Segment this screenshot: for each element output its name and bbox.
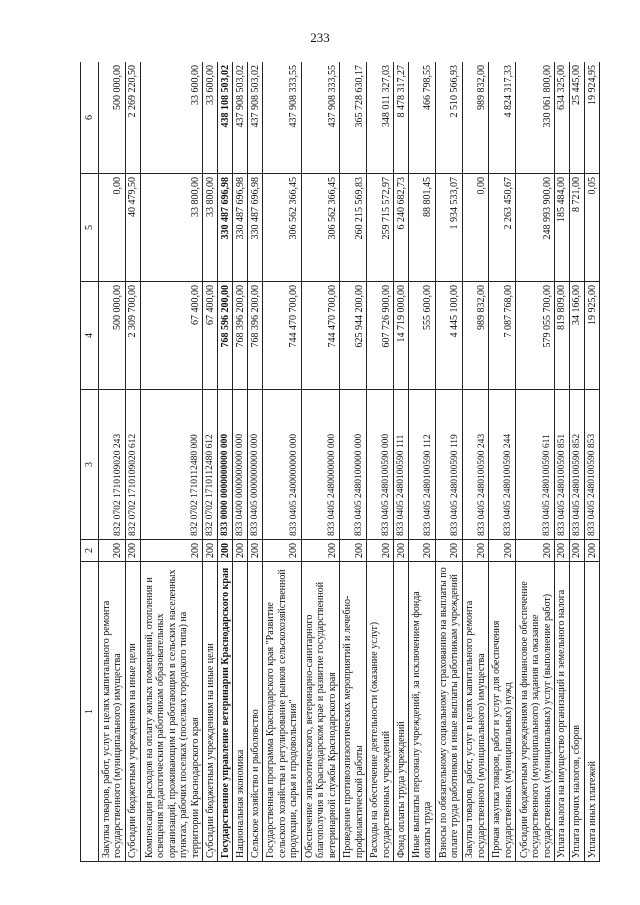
cell-v5: 33 800,00 bbox=[203, 174, 218, 282]
rotated-table-area bbox=[80, 62, 600, 862]
cell-name: Субсидии бюджетным учреждениям на иные цели bbox=[203, 562, 218, 862]
cell-admin: 200 bbox=[394, 540, 409, 562]
cell-v6: 437 908 333,55 bbox=[301, 62, 340, 174]
table-row bbox=[394, 62, 409, 862]
table-body bbox=[99, 62, 600, 862]
cell-admin: 200 bbox=[218, 540, 233, 562]
cell-admin: 200 bbox=[409, 540, 436, 562]
budget-table bbox=[80, 62, 600, 862]
cell-code: 833 0405 2480100000 000 bbox=[340, 390, 367, 540]
cell-v5: 0,05 bbox=[584, 174, 599, 282]
cell-v4: 555 600,00 bbox=[409, 282, 436, 390]
cell-name: Сельское хозяйство и рыболовство bbox=[248, 562, 263, 862]
header-row bbox=[81, 62, 99, 862]
cell-name: Закупка товаров, работ, услуг в целях капитального ремонта государственного (муниципального) имущества bbox=[99, 562, 126, 862]
cell-name: Субсидии бюджетным учреждениям на финансовое обеспечение государственного (муниципального) задания на оказание государственных (муниципальных) услуг (выполнение работ) bbox=[516, 562, 555, 862]
cell-v4: 768 396 200,00 bbox=[233, 282, 248, 390]
cell-v4: 67 400,00 bbox=[140, 282, 202, 390]
table-row bbox=[462, 62, 489, 862]
cell-v5: 306 562 366,45 bbox=[263, 174, 302, 282]
cell-code: 833 0405 2480100590 853 bbox=[584, 390, 599, 540]
cell-name: Уплата прочих налогов, сборов bbox=[569, 562, 584, 862]
header-cell: 1 bbox=[81, 562, 99, 862]
cell-v5: 330 487 696,98 bbox=[248, 174, 263, 282]
table-row bbox=[435, 62, 462, 862]
cell-code: 833 0000 0000000000 000 bbox=[218, 390, 233, 540]
cell-v5: 8 721,00 bbox=[569, 174, 584, 282]
cell-admin: 200 bbox=[140, 540, 202, 562]
page-number: 233 bbox=[310, 30, 330, 45]
cell-v4: 768 396 200,00 bbox=[248, 282, 263, 390]
cell-admin: 200 bbox=[584, 540, 599, 562]
cell-code: 832 0702 1710112480 612 bbox=[203, 390, 218, 540]
cell-v6: 4 824 317,33 bbox=[489, 62, 516, 174]
cell-admin: 200 bbox=[301, 540, 340, 562]
cell-v6: 8 478 317,27 bbox=[394, 62, 409, 174]
header-cell: 6 bbox=[81, 62, 99, 174]
header-cell: 2 bbox=[81, 540, 99, 562]
cell-v5: 306 562 366,45 bbox=[301, 174, 340, 282]
cell-v5: 330 487 696,98 bbox=[218, 174, 233, 282]
table-row bbox=[584, 62, 599, 862]
cell-v6: 348 011 327,03 bbox=[367, 62, 394, 174]
table-row bbox=[248, 62, 263, 862]
cell-v6: 437 908 503,02 bbox=[248, 62, 263, 174]
cell-v5: 2 263 450,67 bbox=[489, 174, 516, 282]
cell-v6: 989 832,00 bbox=[462, 62, 489, 174]
table-row bbox=[218, 62, 233, 862]
cell-v5: 0,00 bbox=[99, 174, 126, 282]
cell-v5: 88 801,45 bbox=[409, 174, 436, 282]
cell-v4: 768 596 200,00 bbox=[218, 282, 233, 390]
cell-name: Компенсация расходов на оплату жилых помещений, отопления и освещения педагогическим работникам образовательных организаций, проживающим и работающим в сельских населенных пунктах, рабочих поселках (поселках городского типа) на территории Краснодарского края bbox=[140, 562, 202, 862]
cell-name: Взносы по обязательному социальному страхованию на выплаты по оплате труда работников и иные выплаты работникам учреждений bbox=[435, 562, 462, 862]
cell-v5: 1 934 533,07 bbox=[435, 174, 462, 282]
cell-admin: 200 bbox=[516, 540, 555, 562]
cell-v6: 25 445,00 bbox=[569, 62, 584, 174]
cell-admin: 200 bbox=[555, 540, 570, 562]
cell-name: Уплата иных платежей bbox=[584, 562, 599, 862]
table-row bbox=[203, 62, 218, 862]
cell-admin: 200 bbox=[233, 540, 248, 562]
cell-v5: 248 993 900,00 bbox=[516, 174, 555, 282]
cell-v4: 19 925,00 bbox=[584, 282, 599, 390]
cell-v5: 259 715 572,97 bbox=[367, 174, 394, 282]
cell-v5: 33 800,00 bbox=[140, 174, 202, 282]
cell-code: 833 0405 2480100590 111 bbox=[394, 390, 409, 540]
cell-v4: 579 055 700,00 bbox=[516, 282, 555, 390]
table-row bbox=[125, 62, 140, 862]
cell-admin: 200 bbox=[569, 540, 584, 562]
table-row bbox=[489, 62, 516, 862]
cell-v4: 34 166,00 bbox=[569, 282, 584, 390]
cell-v4: 500 000,00 bbox=[99, 282, 126, 390]
cell-v4: 4 445 100,00 bbox=[435, 282, 462, 390]
table-row bbox=[555, 62, 570, 862]
cell-v6: 634 325,00 bbox=[555, 62, 570, 174]
cell-v4: 7 087 768,00 bbox=[489, 282, 516, 390]
rotated-table-container bbox=[80, 62, 600, 862]
cell-v6: 466 798,55 bbox=[409, 62, 436, 174]
cell-code: 833 0405 2480100590 852 bbox=[569, 390, 584, 540]
cell-name: Фонд оплаты труда учреждений bbox=[394, 562, 409, 862]
cell-name: Закупка товаров, работ, услуг в целях капитального ремонта государственного (муниципального) имущества bbox=[462, 562, 489, 862]
table-row bbox=[140, 62, 202, 862]
cell-v6: 33 600,00 bbox=[203, 62, 218, 174]
cell-v5: 40 479,50 bbox=[125, 174, 140, 282]
cell-v4: 989 832,00 bbox=[462, 282, 489, 390]
cell-name: Субсидии бюджетным учреждениям на иные цели bbox=[125, 562, 140, 862]
cell-v4: 67 400,00 bbox=[203, 282, 218, 390]
table-row bbox=[233, 62, 248, 862]
cell-name: Проведение противоэпизоотических мероприятий и лечебно-профилактической работы bbox=[340, 562, 367, 862]
table-row bbox=[569, 62, 584, 862]
cell-v5: 185 484,00 bbox=[555, 174, 570, 282]
cell-admin: 200 bbox=[99, 540, 126, 562]
cell-name: Уплата налога на имущество организаций и земельного налога bbox=[555, 562, 570, 862]
cell-admin: 200 bbox=[203, 540, 218, 562]
cell-code: 833 0405 2480100590 611 bbox=[516, 390, 555, 540]
cell-name: Государственная программа Краснодарского края "Развитие сельского хозяйства и регулирование рынков сельскохозяйственной продукции, сырья и продовольствия" bbox=[263, 562, 302, 862]
table-row bbox=[367, 62, 394, 862]
cell-v4: 14 719 000,00 bbox=[394, 282, 409, 390]
cell-code: 833 0405 2480100590 112 bbox=[409, 390, 436, 540]
cell-code: 833 0405 0000000000 000 bbox=[248, 390, 263, 540]
cell-v6: 437 908 333,55 bbox=[263, 62, 302, 174]
cell-v5: 0,00 bbox=[462, 174, 489, 282]
cell-code: 833 0405 2480100590 243 bbox=[462, 390, 489, 540]
cell-admin: 200 bbox=[489, 540, 516, 562]
cell-v4: 819 809,00 bbox=[555, 282, 570, 390]
cell-v6: 365 728 630,17 bbox=[340, 62, 367, 174]
cell-v4: 744 470 700,00 bbox=[263, 282, 302, 390]
header-cell: 3 bbox=[81, 390, 99, 540]
cell-v6: 2 269 220,50 bbox=[125, 62, 140, 174]
cell-v6: 33 600,00 bbox=[140, 62, 202, 174]
table-row bbox=[409, 62, 436, 862]
cell-code: 833 0405 2480100590 119 bbox=[435, 390, 462, 540]
cell-v6: 2 510 566,93 bbox=[435, 62, 462, 174]
table-row bbox=[340, 62, 367, 862]
cell-admin: 200 bbox=[248, 540, 263, 562]
cell-code: 833 0405 2480100590 851 bbox=[555, 390, 570, 540]
cell-v4: 2 309 700,00 bbox=[125, 282, 140, 390]
cell-admin: 200 bbox=[435, 540, 462, 562]
cell-v5: 6 240 682,73 bbox=[394, 174, 409, 282]
cell-code: 832 0702 1710112480 000 bbox=[140, 390, 202, 540]
header-cell: 4 bbox=[81, 282, 99, 390]
cell-v5: 260 215 569,83 bbox=[340, 174, 367, 282]
cell-v6: 437 908 503,02 bbox=[233, 62, 248, 174]
cell-code: 833 0400 0000000000 000 bbox=[233, 390, 248, 540]
cell-name: Прочая закупка товаров, работ и услуг для обеспечения государственных (муниципальных) нужд bbox=[489, 562, 516, 862]
table-row bbox=[263, 62, 302, 862]
cell-v6: 330 061 800,00 bbox=[516, 62, 555, 174]
cell-name: Иные выплаты персоналу учреждений, за исключением фонда оплаты труда bbox=[409, 562, 436, 862]
cell-v4: 744 470 700,00 bbox=[301, 282, 340, 390]
cell-code: 833 0405 2480000000 000 bbox=[301, 390, 340, 540]
cell-admin: 200 bbox=[367, 540, 394, 562]
cell-v4: 625 944 200,00 bbox=[340, 282, 367, 390]
cell-code: 833 0405 2480100590 244 bbox=[489, 390, 516, 540]
cell-code: 832 0702 1710109020 243 bbox=[99, 390, 126, 540]
cell-v6: 500 000,00 bbox=[99, 62, 126, 174]
cell-name: Расходы на обеспечение деятельности (оказание услуг) государственных учреждений bbox=[367, 562, 394, 862]
cell-admin: 200 bbox=[263, 540, 302, 562]
cell-admin: 200 bbox=[125, 540, 140, 562]
cell-name: Национальная экономика bbox=[233, 562, 248, 862]
cell-admin: 200 bbox=[462, 540, 489, 562]
cell-v4: 607 726 900,00 bbox=[367, 282, 394, 390]
table-row bbox=[301, 62, 340, 862]
cell-v5: 330 487 696,98 bbox=[233, 174, 248, 282]
cell-code: 833 0405 2480100590 000 bbox=[367, 390, 394, 540]
cell-code: 832 0702 1710109020 612 bbox=[125, 390, 140, 540]
table-row bbox=[516, 62, 555, 862]
cell-admin: 200 bbox=[340, 540, 367, 562]
cell-v6: 438 108 503,02 bbox=[218, 62, 233, 174]
header-cell: 5 bbox=[81, 174, 99, 282]
table-row bbox=[99, 62, 126, 862]
cell-code: 833 0405 2400000000 000 bbox=[263, 390, 302, 540]
cell-name: Обеспечение эпизоотического, ветеринарно-санитарного благополучия в Краснодарском крае и развитие государственной ветеринарной службы Краснодарского края bbox=[301, 562, 340, 862]
cell-v6: 19 924,95 bbox=[584, 62, 599, 174]
cell-name: Государственное управление ветеринарии Краснодарского края bbox=[218, 562, 233, 862]
